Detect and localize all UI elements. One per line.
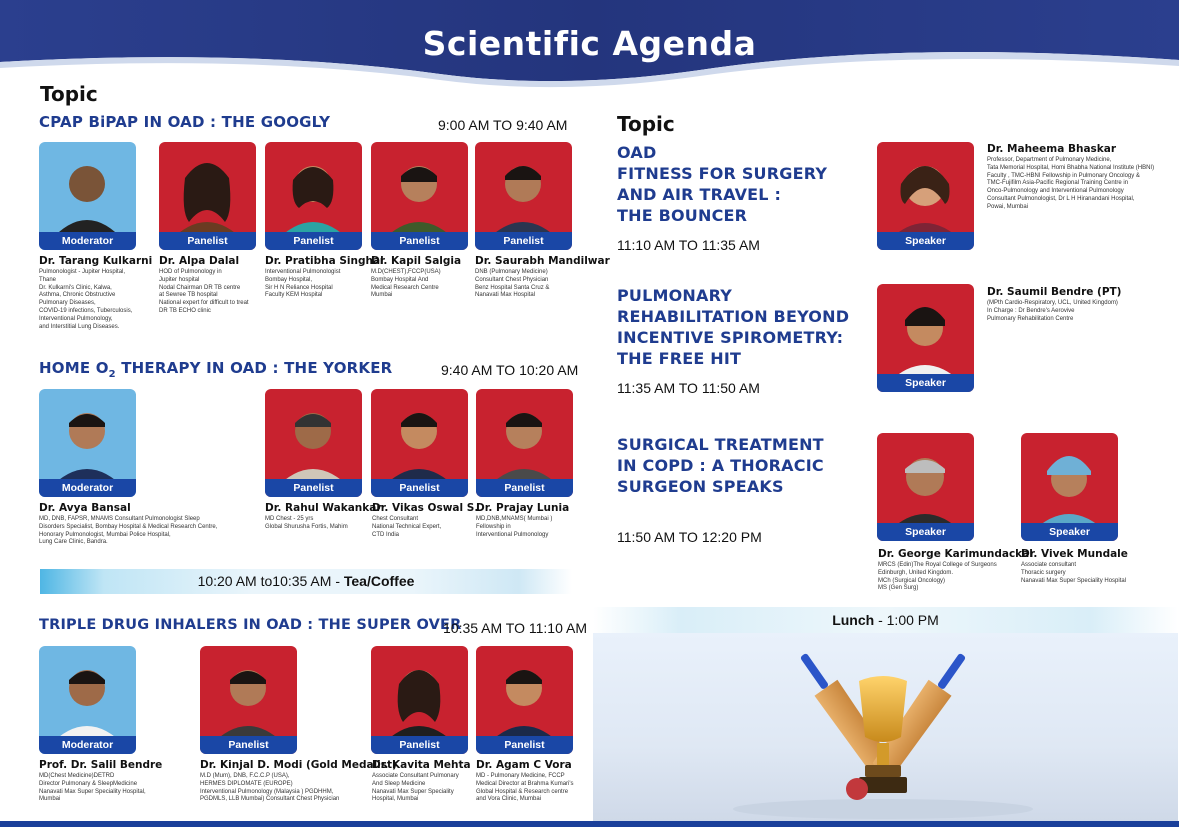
session-2-title (39, 359, 392, 380)
speaker-card (877, 433, 974, 541)
topic-label-right: Topic (617, 112, 675, 136)
speaker-card (877, 142, 974, 250)
speaker-desc: MD(Chest Medicine)DETRD Director Pulmonary & SleepMedicine Nanavati Max Super Speciality Hospital, Mumbai (39, 773, 146, 803)
session-2-title-suffix: THERAPY IN OAD : THE YORKER (115, 359, 393, 377)
speaker-card (476, 646, 573, 754)
speaker-desc: M.D(CHEST),FCCP(USA) Bombay Hospital And Medical Research Centre Mumbai (371, 269, 441, 299)
speaker-name: Dr. Kapil Salgia (371, 255, 462, 267)
speaker-name: Dr. Tarang Kulkarni (39, 255, 153, 267)
role-badge: Speaker (1021, 523, 1118, 541)
speaker-card (265, 142, 362, 250)
lunch-time: - 1:00 PM (874, 612, 939, 628)
speaker-name: Dr. Avya Bansal (39, 502, 131, 514)
right-session-1-time: 11:10 AM TO 11:35 AM (617, 237, 760, 253)
role-badge: Panelist (200, 736, 297, 754)
session-1-time: 9:00 AM TO 9:40 AM (438, 117, 568, 133)
speaker-desc: HOD of Pulmonology in Jupiter hospital Nodal Chairman DR TB centre at Sewree TB hospital National expert for difficult to treat DR TB ECHO clinic (159, 269, 249, 314)
trophy-icon (859, 676, 907, 793)
session-1-title: CPAP BiPAP IN OAD : THE GOOGLY (39, 113, 331, 131)
role-badge: Moderator (39, 479, 136, 497)
tea-break-label: Tea/Coffee (343, 573, 415, 589)
speaker-name: Dr. George Karimundackal (878, 548, 1033, 560)
session-3-time: 10:35 AM TO 11:10 AM (443, 620, 587, 636)
speaker-name: Dr. Saurabh Mandilwar (475, 255, 610, 267)
role-badge: Moderator (39, 736, 136, 754)
role-badge: Speaker (877, 374, 974, 392)
title-line: AND AIR TRAVEL : (617, 185, 782, 204)
right-session-3-title (617, 434, 824, 497)
title-line: IN COPD : A THORACIC (617, 456, 824, 475)
role-badge: Moderator (39, 232, 136, 250)
speaker-name: Dr. Vikas Oswal S. (372, 502, 479, 514)
speaker-name: Dr. Vivek Mundale (1021, 548, 1128, 560)
speaker-card (371, 646, 468, 754)
speaker-card (877, 284, 974, 392)
speaker-card (475, 142, 572, 250)
speaker-desc: MD - Pulmonary Medicine, FCCP Medical Director at Brahma Kumari's Global Hospital & Research centre and Vora Clinic, Mumbai (476, 773, 574, 803)
speaker-name: Dr. Kinjal D. Modi (Gold Medalist) (200, 759, 397, 771)
topic-label-left: Topic (40, 82, 98, 106)
cricket-ball-icon (846, 778, 868, 800)
speaker-desc: Associate consultant Thoracic surgery Nanavati Max Super Speciality Hospital (1021, 562, 1127, 584)
speaker-desc: MD,DNB,MNAMS( Mumbai ) Fellowship in Interventional Pulmonology (476, 516, 553, 538)
speaker-name: Dr. Maheema Bhaskar (987, 143, 1117, 155)
session-2-title-prefix: HOME O (39, 359, 109, 377)
cricket-bats-icon (593, 633, 1178, 821)
role-badge: Panelist (265, 232, 362, 250)
speaker-desc: (MPth Cardio-Respiratory, UCL, United Kingdom) In Charge : Dr Bendre's Aerovive Pulmonary Rehabilitation Centre (987, 300, 1118, 322)
role-badge: Panelist (371, 232, 468, 250)
title-line: SURGICAL TREATMENT (617, 435, 824, 454)
title-line: INCENTIVE SPIROMETRY: (617, 328, 844, 347)
speaker-card (265, 389, 362, 497)
speaker-name: Dr. Pratibha Singhal (265, 255, 384, 267)
title-line: OAD (617, 143, 657, 162)
role-badge: Panelist (159, 232, 256, 250)
title-line: FITNESS FOR SURGERY (617, 164, 828, 183)
title-line: THE BOUNCER (617, 206, 748, 225)
speaker-desc: Chest Consultant National Technical Expert, CTD India (372, 516, 442, 538)
speaker-card (39, 389, 136, 497)
title-line: REHABILITATION BEYOND (617, 307, 850, 326)
speaker-name: Dr. Saumil Bendre (PT) (987, 286, 1122, 298)
speaker-name: Dr. Prajay Lunia (476, 502, 570, 514)
speaker-card (39, 142, 136, 250)
role-badge: Speaker (877, 523, 974, 541)
role-badge: Speaker (877, 232, 974, 250)
speaker-name: Dr. Kavita Mehta (372, 759, 471, 771)
right-session-1-title (617, 142, 827, 226)
speaker-desc: DNB (Pulmonary Medicine) Consultant Chest Physician Benz Hospital Santa Cruz & Nanavati Max Hospital (475, 269, 550, 299)
role-badge: Panelist (475, 232, 572, 250)
role-badge: Panelist (476, 479, 573, 497)
speaker-desc: MRCS (Edin)The Royal College of Surgeons Edinburgh, United Kingdom. MCh (Surgical Oncology) MS (Gen Surg) (878, 562, 997, 592)
speaker-card (1021, 433, 1118, 541)
session-2-title-sub: 2 (108, 369, 116, 380)
right-session-2-time: 11:35 AM TO 11:50 AM (617, 380, 760, 396)
role-badge: Panelist (371, 479, 468, 497)
role-badge: Panelist (476, 736, 573, 754)
speaker-name: Dr. Agam C Vora (476, 759, 572, 771)
speaker-card (371, 142, 468, 250)
speaker-card (159, 142, 256, 250)
cricket-illustration (593, 633, 1178, 821)
speaker-desc: MD, DNB, FAPSR, MNAMS Consultant Pulmonologist Sleep Disorders Specialist, Bombay Hospital & Medical Research Centre, Honorary Pulmonologist, Mumbai Police Hospital, Lung Care Clinic, Bandra. (39, 516, 218, 546)
speaker-card (476, 389, 573, 497)
tea-break-time: 10:20 AM to10:35 AM - (197, 573, 344, 589)
right-session-3-time: 11:50 AM TO 12:20 PM (617, 529, 762, 545)
title-line: SURGEON SPEAKS (617, 477, 784, 496)
role-badge: Panelist (265, 479, 362, 497)
role-badge: Panelist (371, 736, 468, 754)
title-line: THE FREE HIT (617, 349, 742, 368)
speaker-card (200, 646, 297, 754)
page-title: Scientific Agenda (422, 24, 757, 63)
speaker-desc: MD Chest - 25 yrs Global Shurusha Fortis, Mahim (265, 516, 348, 530)
session-3-title: TRIPLE DRUG INHALERS IN OAD : THE SUPER OVER (39, 617, 462, 633)
right-session-2-title (617, 285, 849, 369)
speaker-name: Dr. Alpa Dalal (159, 255, 240, 267)
session-2-time: 9:40 AM TO 10:20 AM (441, 362, 579, 378)
speaker-desc: Pulmonologist - Jupiter Hospital, Thane Dr. Kulkarni's Clinic, Kalwa, Asthma, Chronic Obstructive Pulmonary Diseases, COVID-19 infections, Tuberculosis, Interventional Pulmonology, and Interstitial Lung Diseases. (39, 269, 133, 330)
lunch-label: Lunch (832, 612, 875, 628)
speaker-name: Dr. Rahul Wakankar (265, 502, 382, 514)
speaker-card (371, 389, 468, 497)
speaker-desc: M.D (Mum), DNB, F.C.C.P (USA), HERMES DIPLOMATE (EUROPE) Interventional Pulmonology (Malaysia ) PGDHHM, PGDMLS, LLB Mumbai) Consultant Chest Physician (200, 773, 340, 803)
speaker-desc: Interventional Pulmonologist Bombay Hospital, Sir H N Reliance Hospital Faculty KEM Hospital (265, 269, 341, 299)
speaker-desc: Associate Consultant Pulmonary And Sleep Medicine Nanavati Max Super Speciality Hospital, Mumbai (372, 773, 459, 803)
header-banner (0, 0, 1179, 88)
speaker-card (39, 646, 136, 754)
tea-break-text (40, 573, 572, 589)
lunch-text (593, 612, 1178, 628)
speaker-desc: Professor, Department of Pulmonary Medicine, Tata Memorial Hospital, Homi Bhabha National Institute (HBNI) Faculty , TMC-HBNI Fellowship in Pulmonary Oncology & TMC-Fujifilm Asia-Pacific Regional Training Centre in Onco-Pulmonology and Interventional Pulmonology Consultant Pulmonologist, Dr L H Hiranandani Hospital, Powai, Mumbai (987, 157, 1155, 210)
title-line: PULMONARY (617, 286, 733, 305)
bottom-strip (0, 821, 1179, 827)
speaker-name: Prof. Dr. Salil Bendre (39, 759, 163, 771)
